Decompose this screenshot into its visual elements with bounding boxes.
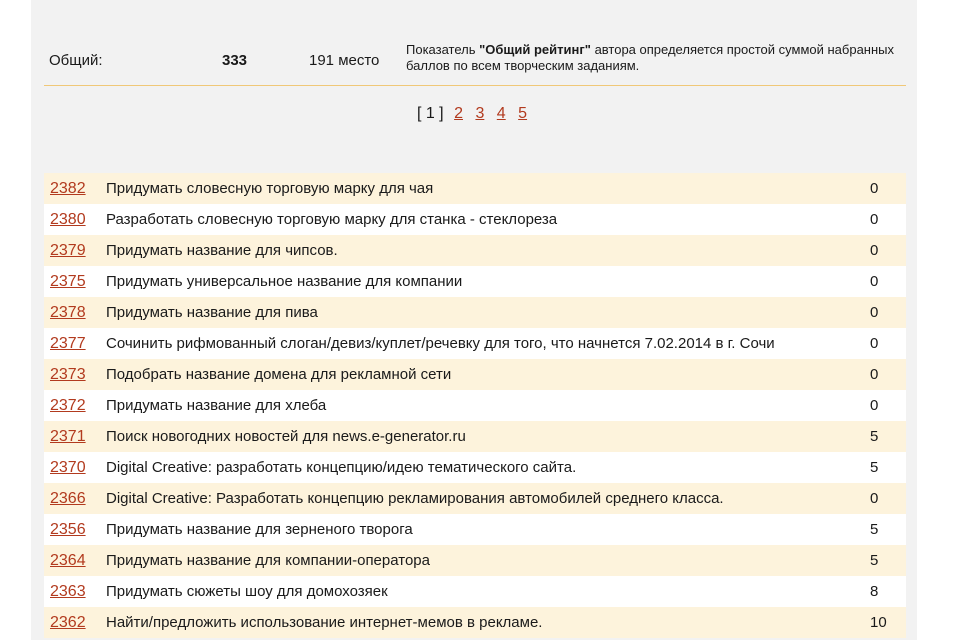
- table-row: [44, 204, 906, 235]
- pager-link-5[interactable]: 5: [518, 105, 528, 122]
- task-title: Сочинить рифмованный слоган/девиз/куплет/речевку для того, что начнется 7.02.2014 в г. Сочи: [106, 335, 775, 352]
- task-id-link[interactable]: 2373: [50, 365, 86, 383]
- task-title: Придумать название для чипсов.: [106, 242, 338, 259]
- task-title: Придумать название для компании-оператора: [106, 552, 430, 569]
- table-row: [44, 328, 906, 359]
- pager-link-3[interactable]: 3: [475, 105, 485, 122]
- task-title: Придумать словесную торговую марку для чая: [106, 180, 434, 197]
- rating-description-bold: "Общий рейтинг": [479, 42, 591, 57]
- task-score: 8: [870, 583, 879, 600]
- task-id-link[interactable]: 2378: [50, 303, 86, 321]
- task-title: Придумать название для пива: [106, 304, 318, 321]
- task-title: Подобрать название домена для рекламной сети: [106, 366, 452, 383]
- table-row: [44, 266, 906, 297]
- task-score: 0: [870, 180, 879, 197]
- task-id-link[interactable]: 2356: [50, 520, 86, 538]
- task-title: Придумать название для зерненого творога: [106, 521, 413, 538]
- overall-label: Общий:: [49, 52, 103, 69]
- task-title: Найти/предложить использование интернет-мемов в рекламе.: [106, 614, 543, 631]
- table-row: [44, 514, 906, 545]
- task-score: 0: [870, 304, 879, 321]
- table-row: [44, 390, 906, 421]
- table-row: [44, 576, 906, 607]
- task-id-link[interactable]: 2377: [50, 334, 86, 352]
- task-id-link[interactable]: 2364: [50, 551, 86, 569]
- table-row: [44, 545, 906, 576]
- task-title: Придумать название для хлеба: [106, 397, 327, 414]
- task-score: 0: [870, 242, 879, 259]
- pager-link-4[interactable]: 4: [496, 105, 506, 122]
- task-id-link[interactable]: 2379: [50, 241, 86, 259]
- table-row: [44, 452, 906, 483]
- table-row: [44, 173, 906, 204]
- task-id-link[interactable]: 2372: [50, 396, 86, 414]
- task-score: 5: [870, 552, 879, 569]
- task-id-link[interactable]: 2362: [50, 613, 86, 631]
- table-row: [44, 235, 906, 266]
- task-score: 0: [870, 490, 879, 507]
- task-id-link[interactable]: 2366: [50, 489, 86, 507]
- pager-link-2[interactable]: 2: [454, 105, 463, 122]
- task-id-link[interactable]: 2363: [50, 582, 86, 600]
- table-row: [44, 607, 906, 638]
- table-row: [44, 483, 906, 514]
- pager-current-page: [ 1 ]: [416, 105, 444, 122]
- rating-description-prefix: Показатель: [406, 42, 480, 57]
- task-score: 0: [870, 211, 879, 228]
- task-score: 5: [870, 521, 879, 538]
- task-title: Digital Creative: разработать концепцию/идею тематического сайта.: [106, 459, 577, 476]
- task-table: [44, 173, 906, 638]
- table-row: [44, 359, 906, 390]
- task-score: 0: [870, 397, 879, 414]
- task-id-link[interactable]: 2371: [50, 427, 86, 445]
- table-row: [44, 421, 906, 452]
- task-title: Поиск новогодних новостей для news.e-generator.ru: [106, 428, 466, 445]
- task-title: Придумать универсальное название для компании: [106, 273, 463, 290]
- task-score: 0: [870, 273, 879, 290]
- task-title: Digital Creative: Разработать концепцию рекламирования автомобилей среднего класса.: [106, 490, 724, 507]
- task-score: 5: [870, 459, 879, 476]
- table-row: [44, 297, 906, 328]
- rating-panel: [31, 0, 917, 640]
- pagination: [31, 105, 917, 123]
- task-score: 5: [870, 428, 879, 445]
- rating-description: [406, 42, 896, 74]
- task-title: Разработать словесную торговую марку для станка - стеклореза: [106, 211, 558, 228]
- task-id-link[interactable]: 2375: [50, 272, 86, 290]
- task-score: 0: [870, 366, 879, 383]
- task-score: 10: [870, 614, 887, 631]
- task-id-link[interactable]: 2380: [50, 210, 86, 228]
- task-id-link[interactable]: 2370: [50, 458, 86, 476]
- overall-rating-summary: [44, 40, 906, 86]
- overall-score: 333: [222, 52, 248, 69]
- overall-place: 191 место: [309, 52, 380, 69]
- rating-description-suffix: автора определяется простой суммой набранных баллов по всем творческим заданиям.: [406, 42, 894, 73]
- task-id-link[interactable]: 2382: [50, 179, 86, 197]
- task-title: Придумать сюжеты шоу для домохозяек: [106, 583, 388, 600]
- task-score: 0: [870, 335, 879, 352]
